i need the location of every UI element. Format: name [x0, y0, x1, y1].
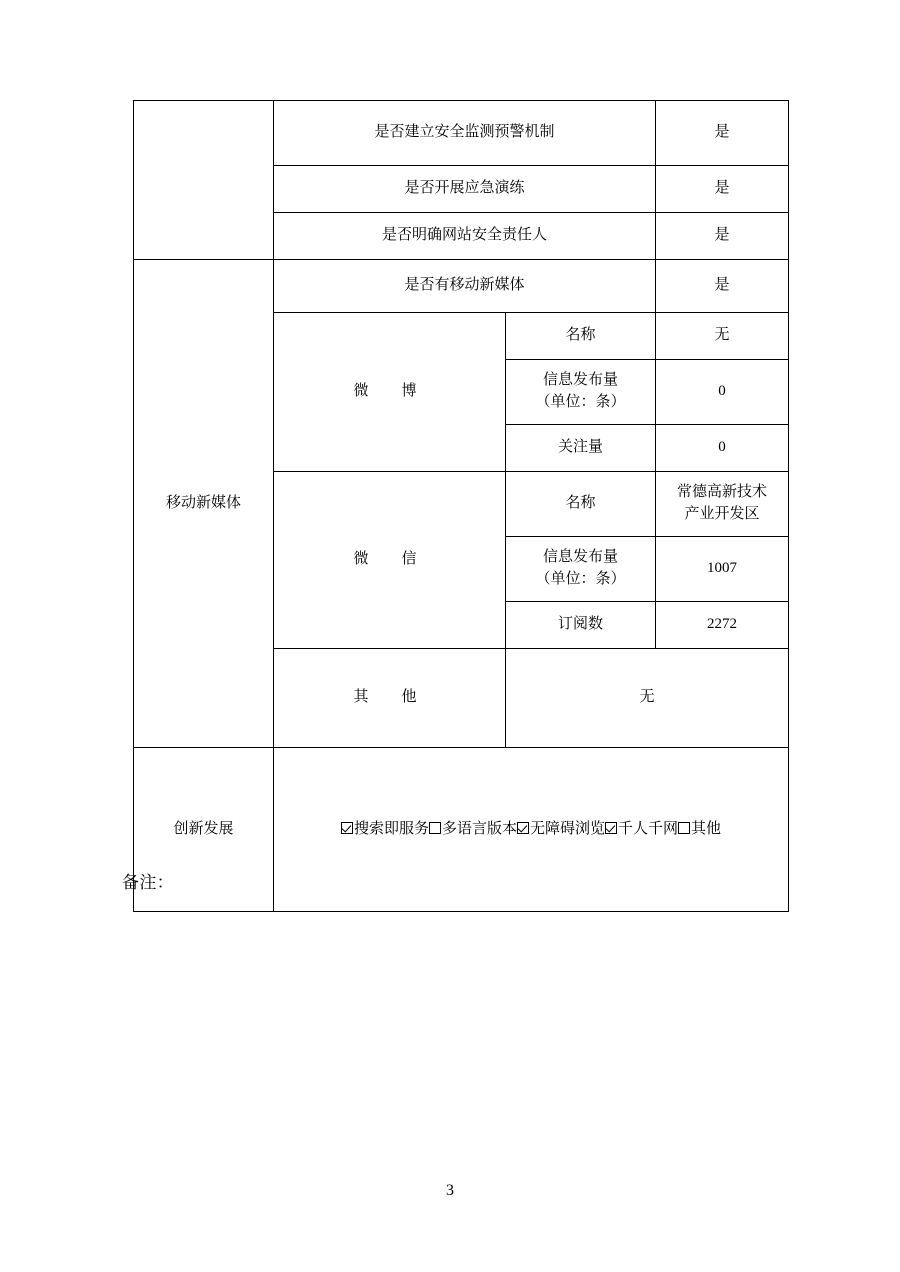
- weibo-item-name-1-line1: 信息发布量: [543, 372, 619, 389]
- media-section-label: 移动新媒体: [134, 260, 274, 748]
- weibo-item-name-2: 关注量: [506, 425, 656, 472]
- remark-label: 备注：: [122, 873, 175, 892]
- weixin-item-value-0: [656, 472, 789, 537]
- other-media-value: 无: [506, 649, 789, 748]
- information-table: [133, 100, 789, 912]
- has-media-value: 是: [656, 260, 789, 313]
- checkbox-icon[interactable]: [605, 822, 617, 834]
- weibo-item-name-0: 名称: [506, 313, 656, 360]
- table-row: [134, 748, 789, 912]
- innovation-options-cell: [274, 748, 789, 912]
- checkbox-icon[interactable]: [341, 822, 353, 834]
- weixin-label: 微 信: [274, 472, 506, 649]
- innovation-option-1[interactable]: [429, 821, 517, 837]
- weibo-label: 微 博: [274, 313, 506, 472]
- weibo-item-value-1: 0: [656, 360, 789, 425]
- has-media-label: 是否有移动新媒体: [274, 260, 656, 313]
- table-row: [134, 260, 789, 313]
- weixin-item-name-1: [506, 537, 656, 602]
- security-label-1: 是否开展应急演练: [274, 166, 656, 213]
- innovation-option-0-label: 搜索即服务: [353, 820, 429, 837]
- checkbox-icon[interactable]: [429, 822, 441, 834]
- security-label-0: 是否建立安全监测预警机制: [274, 101, 656, 166]
- security-value-0: 是: [656, 101, 789, 166]
- innovation-option-4[interactable]: [678, 821, 721, 837]
- page-number: 3: [446, 1182, 454, 1199]
- security-value-2: 是: [656, 213, 789, 260]
- innovation-option-3[interactable]: [605, 821, 678, 837]
- security-section-label: [134, 101, 274, 260]
- innovation-option-0[interactable]: [341, 821, 429, 837]
- table-row: [134, 101, 789, 166]
- weixin-item-value-2: 2272: [656, 602, 789, 649]
- weibo-item-value-2: 0: [656, 425, 789, 472]
- checkbox-icon[interactable]: [517, 822, 529, 834]
- other-media-label: 其 他: [274, 649, 506, 748]
- weixin-item-name-0: 名称: [506, 472, 656, 537]
- innovation-option-2[interactable]: [517, 821, 605, 837]
- weixin-item-value-1: 1007: [656, 537, 789, 602]
- checkbox-icon[interactable]: [678, 822, 690, 834]
- innovation-options: [277, 819, 785, 841]
- security-label-2: 是否明确网站安全责任人: [274, 213, 656, 260]
- security-value-1: 是: [656, 166, 789, 213]
- weixin-item-name-2: 订阅数: [506, 602, 656, 649]
- innovation-option-4-label: 其他: [691, 820, 722, 837]
- weixin-item-value-0-line2: 产业开发区: [684, 506, 760, 522]
- weixin-item-name-1-line1: 信息发布量: [543, 549, 619, 566]
- weixin-item-value-0-line1: 常德高新技术: [677, 484, 768, 501]
- innovation-option-3-label: 千人千网: [618, 820, 679, 837]
- innovation-option-1-label: 多语言版本: [441, 820, 517, 837]
- innovation-option-2-label: 无障碍浏览: [530, 820, 606, 837]
- weibo-item-value-0: 无: [656, 313, 789, 360]
- weixin-item-name-1-line2: （单位：条）: [535, 571, 626, 587]
- innovation-label: 创新发展: [134, 748, 274, 912]
- weibo-item-name-1-line2: （单位：条）: [535, 394, 626, 410]
- weibo-item-name-1: [506, 360, 656, 425]
